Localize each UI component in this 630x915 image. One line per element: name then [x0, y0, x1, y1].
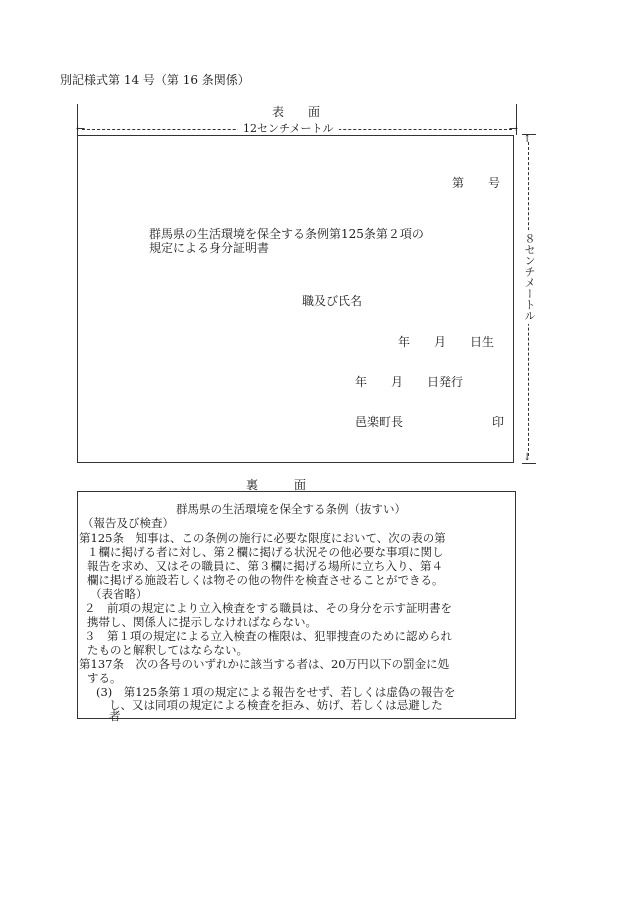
back-line: する。	[87, 671, 122, 685]
issue-date-label: 年 月 日発行	[355, 375, 464, 389]
back-line: （表省略）	[90, 587, 148, 601]
certificate-title-line-1: 群馬県の生活環境を保全する条例第125条第２項の	[149, 227, 424, 241]
back-line: 欄に掲げる施設若しくは物その他の物件を検査させることができる。	[87, 573, 444, 587]
arrow-down-icon: ↓	[523, 452, 532, 463]
id-card-back	[77, 491, 516, 723]
arrow-up-icon: ↑	[523, 134, 532, 145]
height-dimension	[520, 134, 538, 464]
front-side-label: 表 面	[272, 105, 321, 119]
birth-date-label: 年 月 日生	[398, 335, 495, 349]
back-line: ３ 第１項の規定による立入検査の権限は、犯罪捜査のために認められ	[84, 629, 452, 643]
back-line: 者	[109, 709, 121, 723]
id-card-front	[77, 135, 514, 463]
height-dimension-cap-bottom	[522, 463, 536, 464]
back-line: し、又は同項の規定による検査を拒み、妨げ、若しくは忌避した	[109, 698, 443, 712]
width-dimension-label: 12センチメートル	[238, 122, 339, 135]
title-and-name-label: 職及び氏名	[302, 294, 363, 308]
back-side-label: 裏 面	[246, 478, 307, 492]
certificate-title-line-2: 規定による身分証明書	[149, 241, 270, 255]
arrow-right-icon: →	[508, 122, 518, 135]
back-line: ２ 前項の規定により立入検査をする職員は、その身分を示す証明書を	[84, 601, 452, 615]
issuer-label: 邑楽町長	[355, 415, 404, 429]
back-line: （報告及び検査）	[82, 516, 174, 530]
back-line: 携帯し、関係人に提示しなければならない。	[87, 615, 317, 629]
back-line: 第137条 次の各号のいずれかに該当する者は、20万円以下の罰金に処	[79, 657, 450, 671]
back-heading: 群馬県の生活環境を保全する条例（抜すい）	[176, 502, 406, 516]
width-dimension	[78, 123, 516, 135]
back-line: たものと解釈してはならない。	[87, 643, 248, 657]
height-dimension-label: ８センチメートル	[522, 230, 536, 324]
back-line: (3) 第125条第１項の規定による報告をせず、若しくは虚偽の報告を	[96, 685, 456, 699]
form-title: 別記様式第 14 号（第 16 条関係）	[60, 73, 250, 87]
arrow-left-icon: ←	[76, 122, 86, 135]
seal-label: 印	[492, 415, 505, 429]
certificate-number-label: 第 号	[452, 176, 501, 190]
back-line: 報告を求め、又はその職員に、第３欄に掲げる場所に立ち入り、第４	[87, 559, 444, 573]
back-line: 第125条 知事は、この条例の施行に必要な限度において、次の表の第	[79, 531, 446, 545]
back-line: １欄に掲げる者に対し、第２欄に掲げる状況その他必要な事項に関し	[87, 545, 444, 559]
